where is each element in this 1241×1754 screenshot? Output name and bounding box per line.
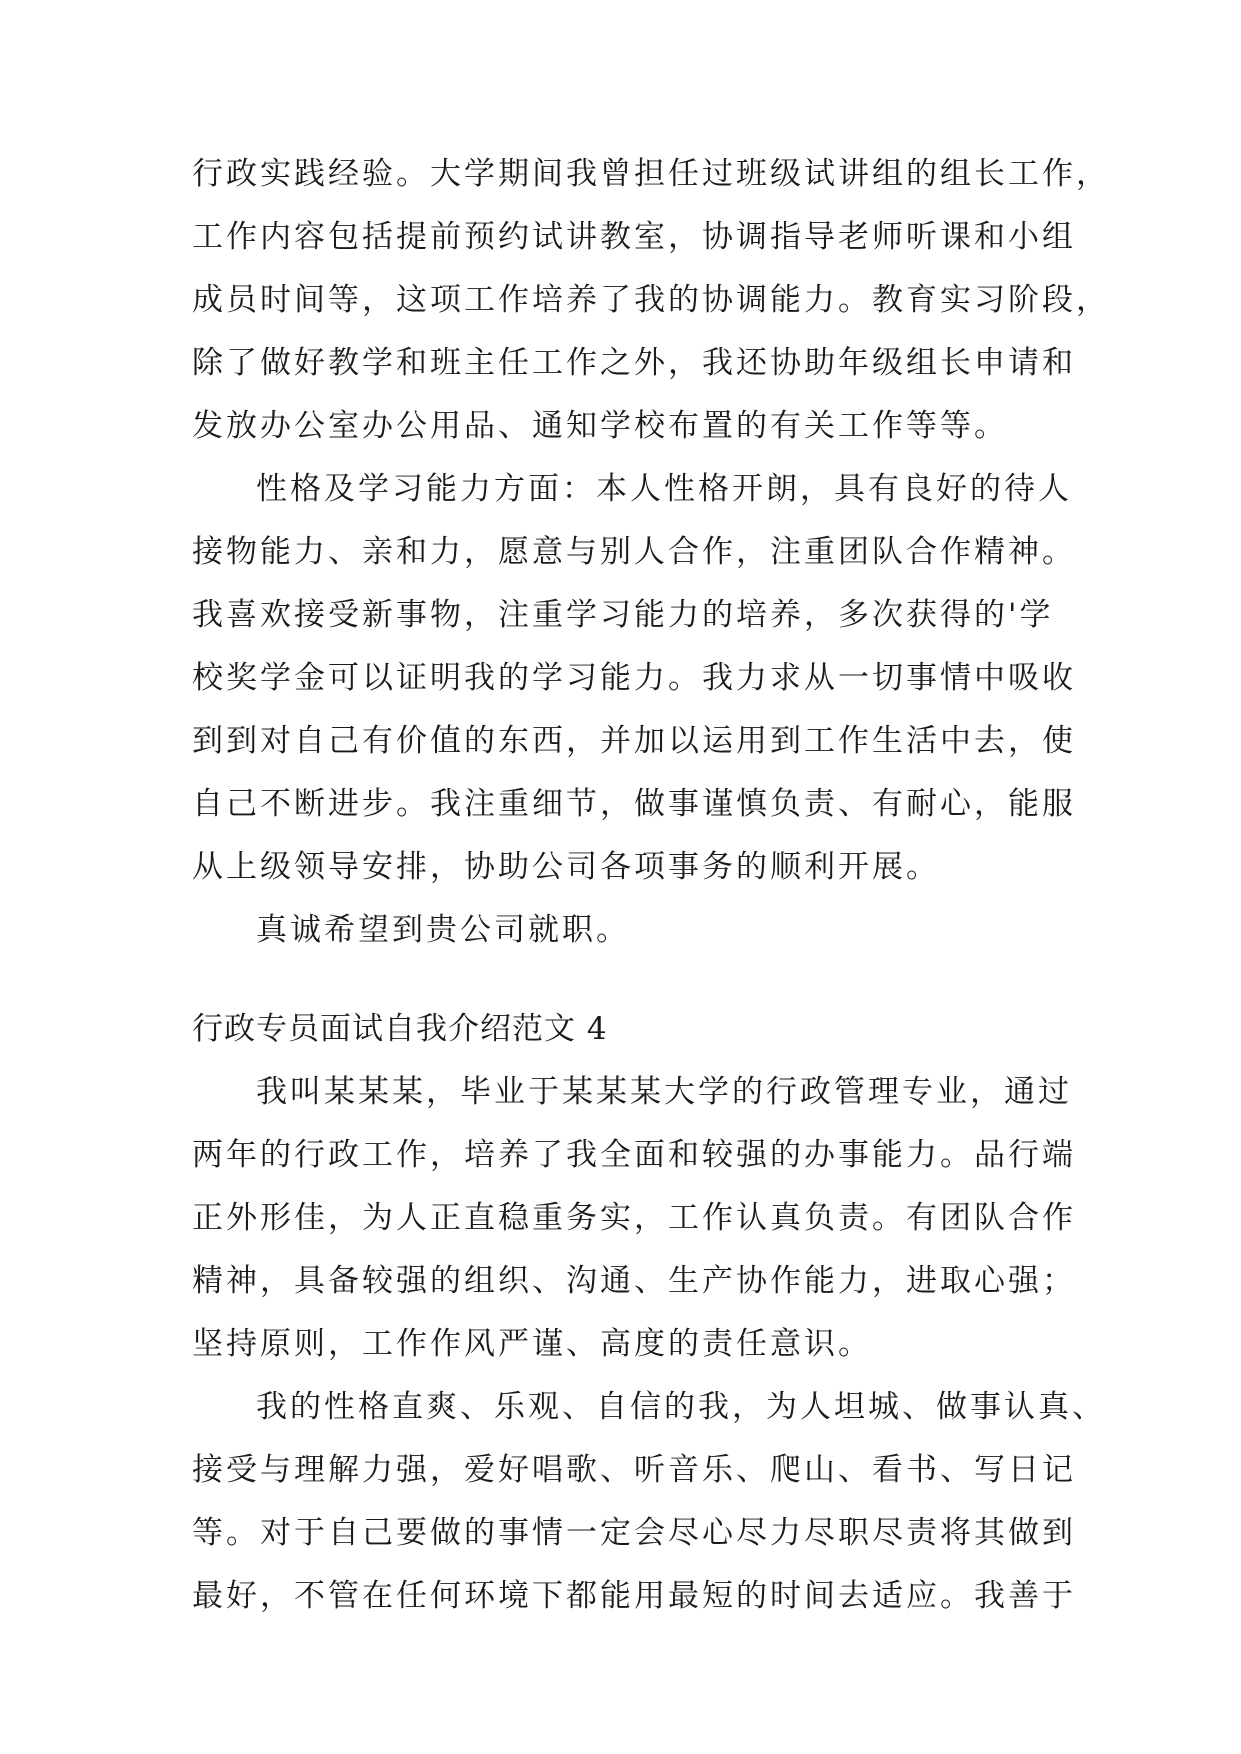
text-line: 接物能力、亲和力，愿意与别人合作，注重团队合作精神。 <box>192 534 1076 570</box>
section-spacer <box>192 975 1092 1011</box>
text-line: 性格及学习能力方面：本人性格开朗，具有良好的待人 <box>256 471 1072 507</box>
text-line: 我喜欢接受新事物，注重学习能力的培养，多次获得的'学 <box>192 597 1054 633</box>
text-line: 真诚希望到贵公司就职。 <box>256 912 630 948</box>
paragraph <box>192 912 1092 975</box>
text-line: 接受与理解力强，爱好唱歌、听音乐、爬山、看书、写日记 <box>192 1452 1076 1488</box>
text-line: 除了做好教学和班主任工作之外，我还协助年级组长申请和 <box>192 345 1076 381</box>
paragraph <box>192 1389 1106 1641</box>
text-line: 两年的行政工作，培养了我全面和较强的办事能力。品行端 <box>192 1137 1076 1173</box>
document-body <box>192 156 1110 1641</box>
section-heading: 行政专员面试自我介绍范文 4 <box>192 1011 608 1047</box>
text-line: 我的性格直爽、乐观、自信的我，为人坦城、做事认真、 <box>256 1389 1106 1425</box>
paragraph <box>192 1074 1092 1389</box>
text-line: 等。对于自己要做的事情一定会尽心尽力尽职尽责将其做到 <box>192 1515 1076 1551</box>
text-line: 正外形佳，为人正直稳重务实，工作认真负责。有团队合作 <box>192 1200 1076 1236</box>
text-line: 精神，具备较强的组织、沟通、生产协作能力，进取心强； <box>192 1263 1076 1299</box>
text-line: 我叫某某某，毕业于某某某大学的行政管理专业，通过 <box>256 1074 1072 1110</box>
text-line: 工作内容包括提前预约试讲教室，协调指导老师听课和小组 <box>192 219 1076 255</box>
text-line: 最好，不管在任何环境下都能用最短的时间去适应。我善于 <box>192 1578 1076 1614</box>
paragraph <box>192 471 1092 912</box>
paragraph <box>192 156 1110 471</box>
text-line: 行政实践经验。大学期间我曾担任过班级试讲组的组长工作， <box>192 156 1110 192</box>
text-line: 校奖学金可以证明我的学习能力。我力求从一切事情中吸收 <box>192 660 1076 696</box>
text-line: 成员时间等，这项工作培养了我的协调能力。教育实习阶段， <box>192 282 1110 318</box>
text-line: 发放办公室办公用品、通知学校布置的有关工作等等。 <box>192 408 1008 444</box>
text-line: 到到对自己有价值的东西，并加以运用到工作生活中去，使 <box>192 723 1076 759</box>
text-line: 自己不断进步。我注重细节，做事谨慎负责、有耐心，能服 <box>192 786 1076 822</box>
text-line: 从上级领导安排，协助公司各项事务的顺利开展。 <box>192 849 940 885</box>
text-line: 坚持原则，工作作风严谨、高度的责任意识。 <box>192 1326 872 1362</box>
